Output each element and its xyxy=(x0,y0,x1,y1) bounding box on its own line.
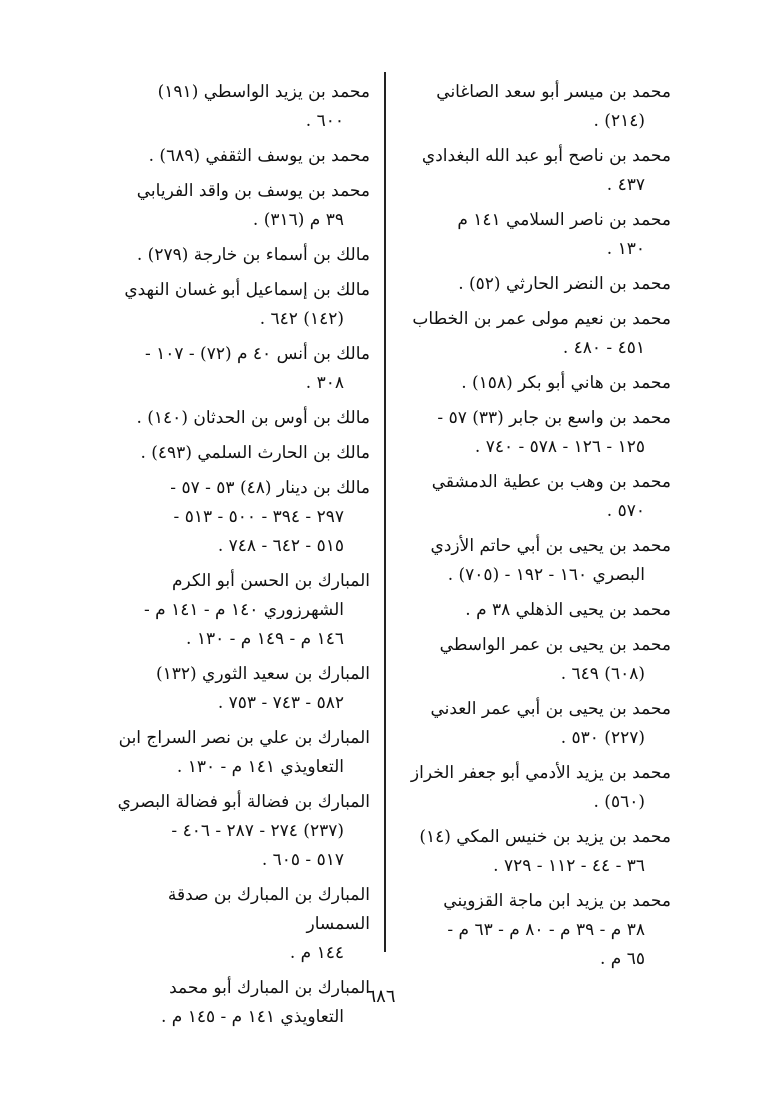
entry-name-line: محمد بن يحيى بن أبي عمر العدني xyxy=(430,699,671,719)
entry-name-line: محمد بن يزيد بن خنيس المكي (١٤) xyxy=(419,827,671,847)
entry-name-line: محمد بن نعيم مولى عمر بن الخطاب xyxy=(412,309,671,329)
entry-reference-line: ٥٨٢ - ٧٤٣ - ٧٥٣ . xyxy=(217,693,344,713)
entry-reference-line: ٢٩٧ - ٣٩٤ - ٥٠٠ - ٥١٣ - xyxy=(173,507,344,527)
page-number: ٦٨٦ xyxy=(366,986,396,1007)
index-entry xyxy=(403,369,671,398)
entry-reference-line: ٣٨ م - ٣٩ م - ٨٠ م - ٦٣ م - xyxy=(447,920,645,940)
entry-name-line: مالك بن أوس بن الحدثان (١٤٠) . xyxy=(136,408,370,428)
entry-name-line: محمد بن يحيى بن عمر الواسطي xyxy=(439,635,671,655)
entry-reference-line: ٥١٥ - ٦٤٢ - ٧٤٨ . xyxy=(217,536,344,556)
entry-name-line: المبارك بن سعيد الثوري (١٣٢) xyxy=(155,664,370,684)
index-entry xyxy=(108,788,370,875)
entry-name-line: محمد بن يوسف بن واقد الفريابي xyxy=(136,181,370,201)
index-entry xyxy=(108,404,370,433)
index-entry xyxy=(108,660,370,718)
entry-name-line: محمد بن يوسف الثقفي (٦٨٩) . xyxy=(148,146,370,166)
entry-name-line: محمد بن ميسر أبو سعد الصاغاني xyxy=(436,82,671,102)
index-entry xyxy=(108,142,370,171)
index-entry xyxy=(108,177,370,235)
index-entry xyxy=(403,404,671,462)
entry-reference-line: ٤٣٧ . xyxy=(606,175,645,195)
index-entry xyxy=(403,270,671,299)
entry-name-line: محمد بن يزيد ابن ماجة القزويني xyxy=(443,891,671,911)
index-entry xyxy=(108,567,370,654)
column-divider xyxy=(384,72,386,952)
entry-reference-line: ٥١٧ - ٦٠٥ . xyxy=(261,850,344,870)
entry-reference-line: (٦٠٨) ٦٤٩ . xyxy=(560,664,645,684)
index-entry xyxy=(403,887,671,974)
index-entry xyxy=(403,142,671,200)
entry-reference-line: ١٤٤ م . xyxy=(289,943,344,963)
index-column-right xyxy=(403,78,671,980)
entry-reference-line: ٦٥ م . xyxy=(599,949,645,969)
entry-name-line: مالك بن أسماء بن خارجة (٢٧٩) . xyxy=(136,245,370,265)
index-entry xyxy=(403,206,671,264)
index-entry xyxy=(108,474,370,561)
entry-reference-line: (٢٢٧) ٥٣٠ . xyxy=(560,728,645,748)
entry-reference-line: التعاويذي ١٤١ م - ١٤٥ م . xyxy=(160,1007,344,1027)
entry-reference-line: ٥٧٠ . xyxy=(606,501,645,521)
entry-reference-line: ٣٦ - ٤٤ - ١١٢ - ٧٢٩ . xyxy=(493,856,645,876)
index-entry xyxy=(403,823,671,881)
index-entry xyxy=(108,340,370,398)
entry-name-line: المبارك بن الحسن أبو الكرم xyxy=(172,571,370,591)
index-entry xyxy=(403,596,671,625)
index-entry xyxy=(108,439,370,468)
entry-reference-line: (٢٣٧) ٢٧٤ - ٢٨٧ - ٤٠٦ - xyxy=(171,821,344,841)
entry-name-line: مالك بن أنس ٤٠ م (٧٢) - ١٠٧ - xyxy=(144,344,370,364)
entry-name-line: مالك بن دينار (٤٨) ٥٣ - ٥٧ - xyxy=(170,478,370,498)
entry-reference-line: ٣٠٨ . xyxy=(305,373,344,393)
entry-name-line: المبارك بن علي بن نصر السراج ابن xyxy=(118,728,370,748)
entry-name-line: المبارك بن فضالة أبو فضالة البصري xyxy=(117,792,370,812)
index-entry xyxy=(403,532,671,590)
index-entry xyxy=(403,468,671,526)
index-column-left xyxy=(108,78,370,1038)
entry-name-line: المبارك بن المبارك بن صدقة السمسار xyxy=(167,885,370,934)
index-entry xyxy=(108,276,370,334)
entry-name-line: محمد بن هاني أبو بكر (١٥٨) . xyxy=(461,373,671,393)
entry-reference-line: الشهرزوري ١٤٠ م - ١٤١ م - xyxy=(144,600,344,620)
entry-name-line: محمد بن وهب بن عطية الدمشقي xyxy=(431,472,671,492)
entry-reference-line: ١٤٦ م - ١٤٩ م - ١٣٠ . xyxy=(186,629,344,649)
entry-name-line: محمد بن يحيى الذهلي ٣٨ م . xyxy=(465,600,671,620)
entry-name-line: مالك بن إسماعيل أبو غسان النهدي xyxy=(124,280,370,300)
entry-reference-line: (٥٦٠) . xyxy=(593,792,645,812)
index-entry xyxy=(108,241,370,270)
entry-name-line: محمد بن ناصح أبو عبد الله البغدادي xyxy=(421,146,671,166)
entry-reference-line: (٢١٤) . xyxy=(593,111,645,131)
entry-reference-line: ١٢٥ - ١٢٦ - ٥٧٨ - ٧٤٠ . xyxy=(474,437,645,457)
entry-name-line: محمد بن ناصر السلامي ١٤١ م xyxy=(457,210,671,230)
entry-reference-line: ٣٩ م (٣١٦) . xyxy=(252,210,344,230)
entry-name-line: المبارك بن المبارك أبو محمد xyxy=(169,978,370,998)
entry-name-line: محمد بن واسع بن جابر (٣٣) ٥٧ - xyxy=(437,408,671,428)
index-entry xyxy=(403,305,671,363)
entry-reference-line: التعاويذي ١٤١ م - ١٣٠ . xyxy=(176,757,344,777)
entry-name-line: محمد بن يزيد الواسطي (١٩١) xyxy=(157,82,370,102)
entry-reference-line: ١٣٠ . xyxy=(606,239,645,259)
index-entry xyxy=(403,695,671,753)
entry-reference-line: ٦٠٠ . xyxy=(305,111,344,131)
index-entry xyxy=(108,881,370,968)
entry-name-line: مالك بن الحارث السلمي (٤٩٣) . xyxy=(140,443,370,463)
entry-name-line: محمد بن يحيى بن أبي حاتم الأزدي xyxy=(430,536,671,556)
entry-reference-line: (١٤٢) ٦٤٢ . xyxy=(259,309,344,329)
entry-reference-line: ٤٥١ - ٤٨٠ . xyxy=(562,338,645,358)
entry-name-line: محمد بن يزيد الأدمي أبو جعفر الخراز xyxy=(410,763,671,783)
index-entry xyxy=(403,631,671,689)
entry-reference-line: البصري ١٦٠ - ١٩٢ - (٧٠٥) . xyxy=(447,565,645,585)
index-entry xyxy=(108,78,370,136)
index-entry xyxy=(108,724,370,782)
index-entry xyxy=(403,78,671,136)
entry-name-line: محمد بن النضر الحارثي (٥٢) . xyxy=(458,274,671,294)
index-entry xyxy=(403,759,671,817)
